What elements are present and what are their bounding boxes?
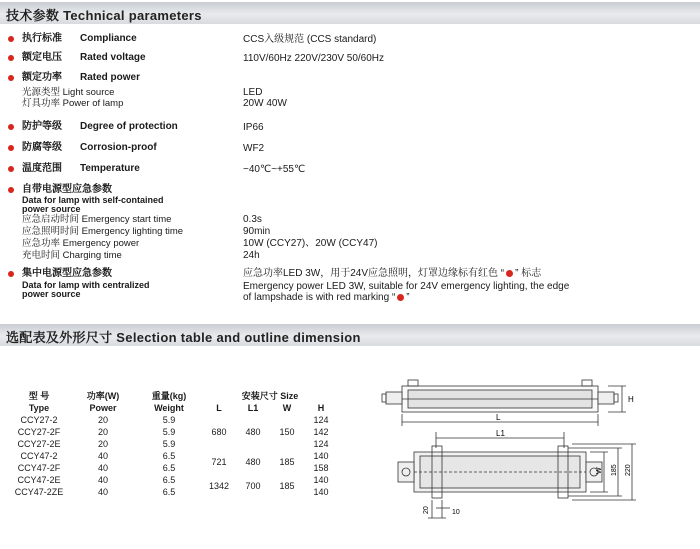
param-en: Data for lamp with self-contained <box>22 195 164 205</box>
section-title: 技术参数 Technical parameters <box>6 8 202 23</box>
dim-20-label: 20 <box>423 506 430 514</box>
param-en: Rated power <box>80 72 141 83</box>
outline-dimension-drawing <box>380 368 680 544</box>
bullet-icon <box>8 124 14 130</box>
dim-10-label: 10 <box>452 509 460 516</box>
cell-power: 40 <box>97 487 108 497</box>
cell-power: 40 <box>97 463 108 473</box>
cell-W: 150 <box>279 427 295 437</box>
header-power-cn: 功率(W) <box>86 390 120 401</box>
dim-220-label: 220 <box>625 464 632 476</box>
header-type-en: Type <box>28 402 50 413</box>
bullet-icon <box>8 55 14 61</box>
param-en-2: power source <box>22 289 81 299</box>
param-value: 110V/60Hz 220V/230V 50/60Hz <box>243 53 385 64</box>
power-row-value: 20W 40W <box>243 98 287 109</box>
cell-weight: 5.9 <box>162 415 176 425</box>
cell-type: CCY47-2E <box>17 475 61 485</box>
bullet-icon <box>8 166 14 172</box>
bullet-icon <box>8 187 14 193</box>
cell-type: CCY47-2ZE <box>14 487 64 497</box>
param-en: Temperature <box>80 163 140 174</box>
cell-power: 40 <box>97 451 108 461</box>
central-en-b: ” <box>406 292 410 303</box>
cell-L: 1342 <box>208 481 230 491</box>
cell-L1: 480 <box>245 457 261 467</box>
param-value: IP66 <box>243 122 264 133</box>
emergency-row-label: 充电时间 Charging time <box>22 250 122 261</box>
cell-L: 721 <box>211 457 227 467</box>
cell-type: CCY47-2 <box>20 451 58 461</box>
header-weight-cn: 重量(kg) <box>151 390 187 401</box>
cell-weight: 5.9 <box>162 427 176 437</box>
cell-weight: 6.5 <box>162 463 176 473</box>
selection-table <box>8 390 338 498</box>
param-en: Data for lamp with centralized <box>22 280 150 290</box>
param-en: Corrosion-proof <box>80 142 157 153</box>
central-en-text-2 <box>243 292 410 304</box>
cell-W: 185 <box>279 457 295 467</box>
section-title: 选配表及外形尺寸 Selection table and outline dimension <box>6 330 361 345</box>
cell-type: CCY27-2F <box>17 427 61 437</box>
cell-weight: 6.5 <box>162 487 176 497</box>
cell-L: 680 <box>211 427 227 437</box>
central-cn-b: ” 标志 <box>515 268 542 279</box>
bullet-icon <box>8 75 14 81</box>
power-row-label: 光源类型 Light source <box>22 87 115 98</box>
param-cn: 额定功率 <box>22 72 62 83</box>
cell-type: CCY47-2F <box>17 463 61 473</box>
selection-table-header <box>0 324 700 346</box>
cell-H: 140 <box>313 487 329 497</box>
red-marking-icon <box>506 270 513 277</box>
technical-parameters-header <box>0 2 700 24</box>
param-cn: 防护等级 <box>22 121 62 132</box>
header-L: L <box>216 402 222 413</box>
cell-type: CCY27-2E <box>17 439 61 449</box>
header-type-cn: 型 号 <box>28 390 50 401</box>
cell-H: 140 <box>313 451 329 461</box>
dim-L-label: L <box>496 413 501 422</box>
cell-H: 124 <box>313 415 329 425</box>
central-cn-a: 应急功率LED 3W，用于24V应急照明，灯罩边缘标有红色 “ <box>243 268 505 279</box>
param-value: WF2 <box>243 143 265 154</box>
param-en: Compliance <box>80 33 137 44</box>
cell-power: 20 <box>97 427 108 437</box>
cell-weight: 6.5 <box>162 451 176 461</box>
emergency-row-value: 10W (CCY27)、20W (CCY47) <box>243 238 378 249</box>
header-power-en: Power <box>89 402 117 413</box>
cell-power: 20 <box>97 415 108 425</box>
cell-H: 158 <box>313 463 329 473</box>
emergency-row-label: 应急启动时间 Emergency start time <box>22 214 172 225</box>
param-cn: 执行标准 <box>22 33 62 44</box>
header-weight-en: Weight <box>154 402 184 413</box>
param-en-2: power source <box>22 204 81 214</box>
central-en-a: of lampshade is with red marking “ <box>243 292 396 303</box>
cell-W: 185 <box>279 481 295 491</box>
emergency-row-value: 24h <box>243 250 260 261</box>
param-en: Degree of protection <box>80 121 178 132</box>
dim-H-label: H <box>628 395 634 404</box>
emergency-row-label: 应急功率 Emergency power <box>22 238 140 249</box>
param-cn: 温度范围 <box>22 163 62 174</box>
emergency-row-label: 应急照明时间 Emergency lighting time <box>22 226 184 237</box>
cell-L1: 480 <box>245 427 261 437</box>
cell-H: 142 <box>313 427 329 437</box>
cell-weight: 6.5 <box>162 475 176 485</box>
param-cn: 集中电源型应急参数 <box>22 268 112 279</box>
param-cn: 自带电源型应急参数 <box>22 184 112 195</box>
cell-power: 20 <box>97 439 108 449</box>
cell-power: 40 <box>97 475 108 485</box>
central-en-text-1: Emergency power LED 3W, suitable for 24V emergency lighting, the edge <box>243 281 570 292</box>
bullet-icon <box>8 36 14 42</box>
cell-H: 140 <box>313 475 329 485</box>
dim-185-label: 185 <box>611 464 618 476</box>
table-header-row <box>8 390 338 402</box>
param-cn: 额定电压 <box>22 52 62 63</box>
param-en: Rated voltage <box>80 52 146 63</box>
cell-type: CCY27-2 <box>20 415 58 425</box>
dim-W-label: W <box>596 467 603 474</box>
red-marking-icon <box>397 294 404 301</box>
table-header-row <box>8 402 338 414</box>
power-row-label: 灯具功率 Power of lamp <box>22 98 124 109</box>
cell-H: 124 <box>313 439 329 449</box>
power-row-value: LED <box>243 87 263 98</box>
dim-L1-label: L1 <box>496 429 505 438</box>
header-H: H <box>317 402 325 413</box>
param-cn: 防腐等级 <box>22 142 62 153</box>
table-row <box>8 474 338 486</box>
cell-L1: 700 <box>245 481 261 491</box>
table-row <box>8 450 338 462</box>
header-L1: L1 <box>247 402 259 413</box>
bullet-icon <box>8 145 14 151</box>
param-value: −40℃~+55℃ <box>243 164 306 175</box>
bullet-icon <box>8 271 14 277</box>
cell-weight: 5.9 <box>162 439 176 449</box>
param-value: CCS入级规范 (CCS standard) <box>243 34 377 45</box>
central-cn-text <box>243 268 541 280</box>
header-size: 安装尺寸 Size <box>241 390 299 401</box>
emergency-row-value: 0.3s <box>243 214 262 225</box>
table-row <box>8 414 338 426</box>
emergency-row-value: 90min <box>243 226 271 237</box>
header-W: W <box>282 402 292 413</box>
